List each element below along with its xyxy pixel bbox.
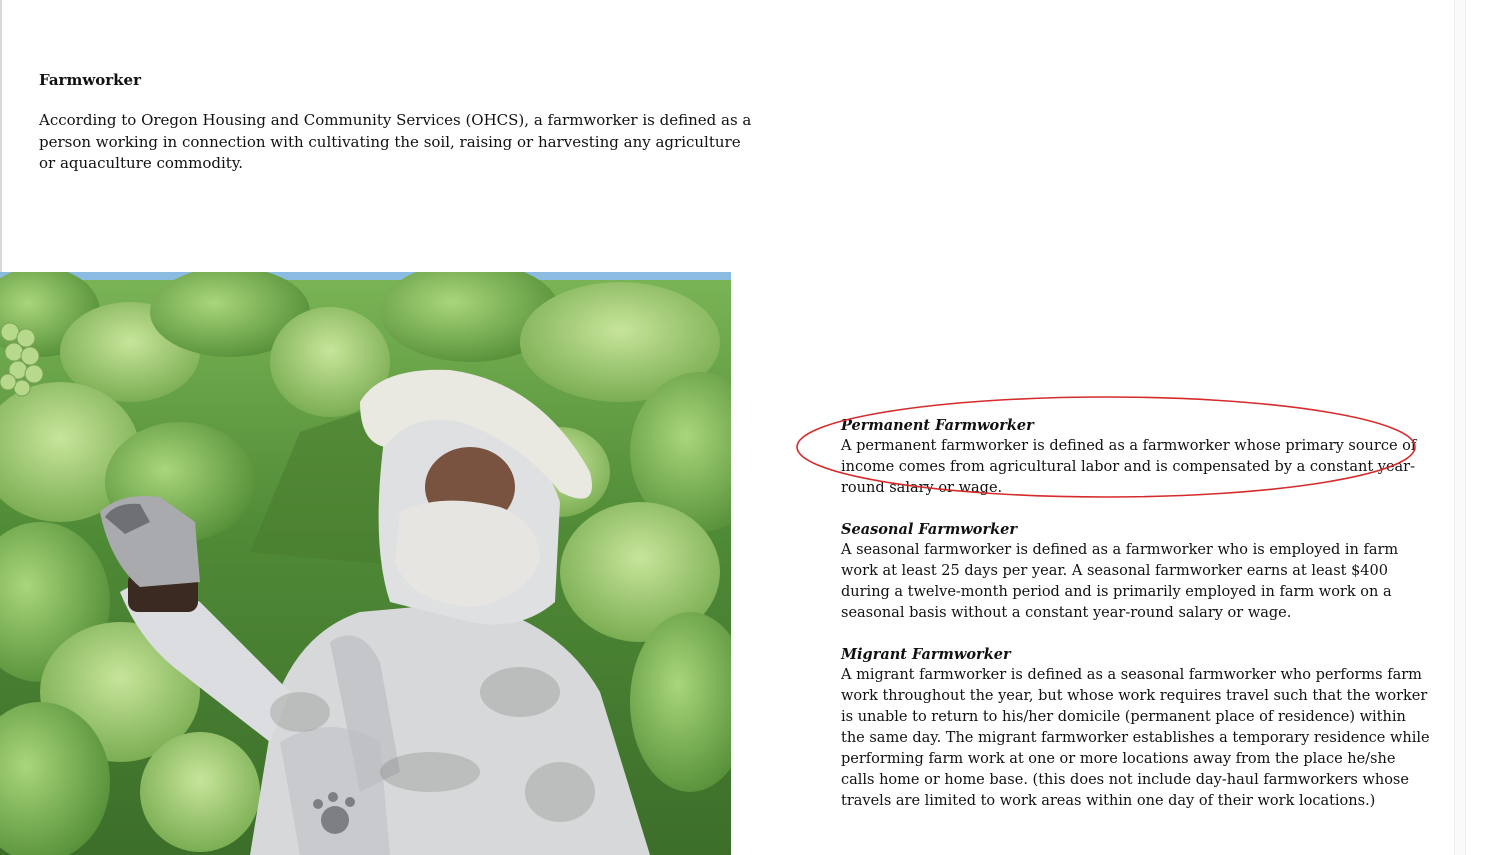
page-heading: Farmworker bbox=[39, 71, 141, 89]
definition-migrant bbox=[841, 644, 1431, 812]
farmworker-definitions bbox=[841, 415, 1431, 832]
farmworker-photo bbox=[0, 272, 731, 855]
definition-title: Permanent Farmworker bbox=[841, 417, 1034, 434]
definition-title: Migrant Farmworker bbox=[841, 646, 1011, 663]
intro-paragraph: According to Oregon Housing and Community Services (OHCS), a farmworker is defined as a person working in connection with cultivating the soil, raising or harvesting any agriculture or aquaculture commodity. bbox=[39, 111, 752, 172]
sky-strip bbox=[0, 272, 731, 280]
definition-body: A migrant farmworker is defined as a seasonal farmworker who performs farm work throughout the year, but whose work requires travel such that the worker is unable to return to his/her domicile (permanent place of residence) within the same day. The migrant farmworker establishes a temporary residence while performing farm work at one or more locations away from the place he/she calls home or home base. (this does not include day-haul farmworkers whose travels are limited to work areas within one day of their work locations.) bbox=[841, 667, 1430, 809]
definition-body: A permanent farmworker is defined as a farmworker whose primary source of income comes from agricultural labor and is compensated by a constant year-round salary or wage. bbox=[841, 438, 1417, 496]
definition-body: A seasonal farmworker is defined as a farmworker who is employed in farm work at least 25 days per year. A seasonal farmworker earns at least $400 during a twelve-month period and is primarily employed in farm work on a seasonal basis without a constant year-round salary or wage. bbox=[841, 542, 1399, 621]
farmworker-photo-illustration bbox=[0, 272, 731, 855]
definition-permanent bbox=[841, 415, 1431, 499]
scrollbar[interactable] bbox=[1454, 0, 1466, 855]
definition-seasonal bbox=[841, 519, 1431, 624]
definition-title: Seasonal Farmworker bbox=[841, 521, 1018, 538]
page-edge bbox=[0, 0, 2, 272]
